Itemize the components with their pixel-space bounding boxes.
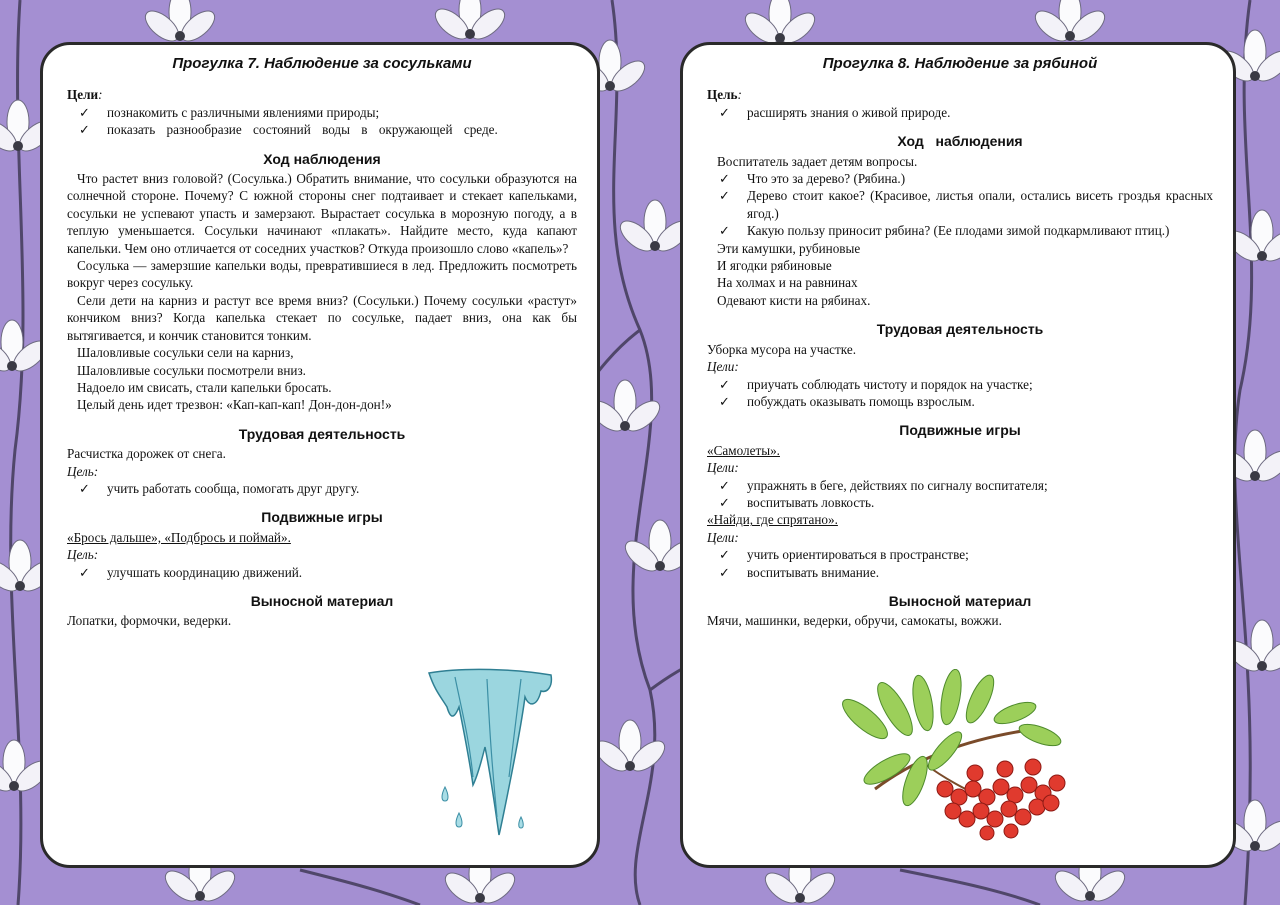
list-item-text: учить ориентироваться в пространстве; (747, 547, 969, 563)
check-icon: ✓ (79, 104, 91, 120)
walk-8-content (707, 55, 1213, 630)
check-icon: ✓ (79, 480, 91, 496)
list-item-text: побуждать оказывать помощь взрослым. (747, 393, 975, 409)
work-text: Уборка мусора на участке. (707, 341, 857, 357)
list-item (67, 121, 577, 138)
list-item (707, 104, 1213, 121)
walk-8-card (680, 42, 1236, 868)
observation-intro: Воспитатель задает детям вопросы. (717, 153, 918, 169)
walk-7-card (40, 42, 600, 868)
list-item (707, 170, 1213, 187)
list-item-text: учить работать сообща, помогать друг другу. (107, 480, 360, 496)
poem-line: Шаловливые сосульки посмотрели вниз. (77, 362, 306, 378)
observation-heading: Ход наблюдения (897, 133, 1023, 150)
check-icon: ✓ (719, 223, 731, 239)
goals-list (67, 104, 577, 139)
list-item-text: Что это за дерево? (Рябина.) (747, 171, 906, 187)
list-item (707, 187, 1213, 222)
goals-label: Цель: (707, 87, 742, 103)
observation-paragraph: Сели дети на карниз и растут все время вниз? (Сосульки.) Почему сосульки «растут» кончиком вниз? Когда капелька стекает по сосульке, падает вниз, она как бы вытягивается, и кончик становится тонким. (67, 292, 577, 343)
icicle-icon (425, 667, 555, 837)
work-heading: Трудовая деятельность (238, 425, 406, 442)
list-item (67, 564, 577, 581)
games-goal-label: Цель: (67, 547, 99, 563)
material-text: Лопатки, формочки, ведерки. (67, 613, 232, 629)
list-item-text: воспитывать внимание. (747, 564, 880, 580)
games-heading: Подвижные игры (261, 509, 383, 526)
games-goals-list (67, 564, 577, 581)
observation-heading: Ход наблюдения (263, 150, 381, 167)
walk-7-content (67, 55, 577, 630)
poem-line: Целый день идет трезвон: «Кап-кап-кап! Дон-дон-дон!» (77, 397, 392, 413)
material-text: Мячи, машинки, ведерки, обручи, самокаты, вожжи. (707, 613, 1002, 629)
list-item (707, 564, 1213, 581)
list-item (707, 546, 1213, 563)
check-icon: ✓ (79, 122, 91, 138)
observation-paragraph: Что растет вниз головой? (Сосулька.) Обратить внимание, что сосульки образуются на солнечной стороне. Почему? С южной стороны снег подтаивает и стекает капельками, сосульки не успевают упасть и замерзают. Вырастает сосулька в морозную погоду, а в теплую уменьшается. Сосульки начинают «плакать». Найдите место, куда капают капельки. Чем оно отличается от соседних участков? Откуда произошло слово «капель»? (67, 171, 577, 256)
walk-8-title: Прогулка 8. Наблюдение за рябиной (822, 55, 1098, 72)
list-item (67, 480, 577, 497)
list-item (707, 477, 1213, 494)
check-icon: ✓ (719, 376, 731, 392)
poem (67, 344, 577, 414)
poem-line: Одевают кисти на рябинах. (717, 292, 871, 308)
poem-line: Шаловливые сосульки сели на карниз, (77, 345, 294, 361)
game-goal-label: Цели: (707, 460, 739, 476)
observation-paragraph: Сосулька — замерзшие капельки воды, превратившиеся в лед. Предложить посмотреть вокруг через сосульку. (67, 258, 577, 291)
check-icon: ✓ (719, 547, 731, 563)
walk-7-title: Прогулка 7. Наблюдение за сосульками (172, 55, 472, 72)
work-goals-list (67, 480, 577, 497)
game-title: «Найди, где спрятано». (707, 512, 838, 528)
check-icon: ✓ (719, 393, 731, 409)
list-item-text: упражнять в беге, действиях по сигналу воспитателя; (747, 477, 1048, 493)
list-item (707, 376, 1213, 393)
questions-list (707, 170, 1213, 240)
game-goal-label: Цели: (707, 529, 739, 545)
list-item-text: познакомить с различными явлениями природы; (107, 104, 380, 120)
check-icon: ✓ (719, 477, 731, 493)
check-icon: ✓ (719, 494, 731, 510)
check-icon: ✓ (719, 171, 731, 187)
work-heading: Трудовая деятельность (876, 321, 1044, 338)
goals-label-text: Цель (707, 87, 738, 103)
list-item-text: Дерево стоит какое? (Красивое, листья опали, остались висеть гроздья красных ягод.) (747, 188, 1213, 221)
games-text: «Брось дальше», «Подбрось и поймай». (67, 529, 291, 545)
list-item (707, 222, 1213, 239)
list-item (707, 393, 1213, 410)
check-icon: ✓ (719, 104, 731, 120)
check-icon: ✓ (719, 188, 731, 204)
list-item (67, 104, 577, 121)
material-heading: Выносной материал (888, 592, 1032, 609)
game-goals-list (707, 477, 1213, 512)
list-item-text: Какую пользу приносит рябина? (Ее плодами зимой подкармливают птиц.) (747, 223, 1170, 239)
game-title: «Самолеты». (707, 442, 780, 458)
list-item-text: показать разнообразие состояний воды в окружающей среде. (107, 122, 498, 138)
work-goals-list (707, 376, 1213, 411)
work-goal-label: Цели: (707, 359, 739, 375)
games-heading: Подвижные игры (899, 422, 1021, 439)
check-icon: ✓ (79, 564, 91, 580)
work-text: Расчистка дорожек от снега. (67, 446, 226, 462)
list-item-text: приучать соблюдать чистоту и порядок на участке; (747, 376, 1033, 392)
poem-line: Эти камушки, рубиновые (717, 240, 861, 256)
poem (707, 240, 1213, 310)
rowan-branch-icon (835, 669, 1085, 849)
poem-line: На холмах и на равнинах (717, 275, 858, 291)
material-heading: Выносной материал (250, 592, 394, 609)
list-item-text: улучшать координацию движений. (107, 564, 303, 580)
goals-label-text: Цели (67, 87, 99, 103)
list-item-text: расширять знания о живой природе. (747, 104, 951, 120)
list-item-text: воспитывать ловкость. (747, 494, 875, 510)
poem-line: И ягодки рябиновые (717, 258, 832, 274)
game-goals-list (707, 546, 1213, 581)
goals-label: Цели: (67, 87, 103, 103)
goals-list (707, 104, 1213, 121)
poem-line: Надоело им свисать, стали капельки бросать. (77, 379, 332, 395)
check-icon: ✓ (719, 564, 731, 580)
list-item (707, 494, 1213, 511)
work-goal-label: Цель: (67, 463, 99, 479)
